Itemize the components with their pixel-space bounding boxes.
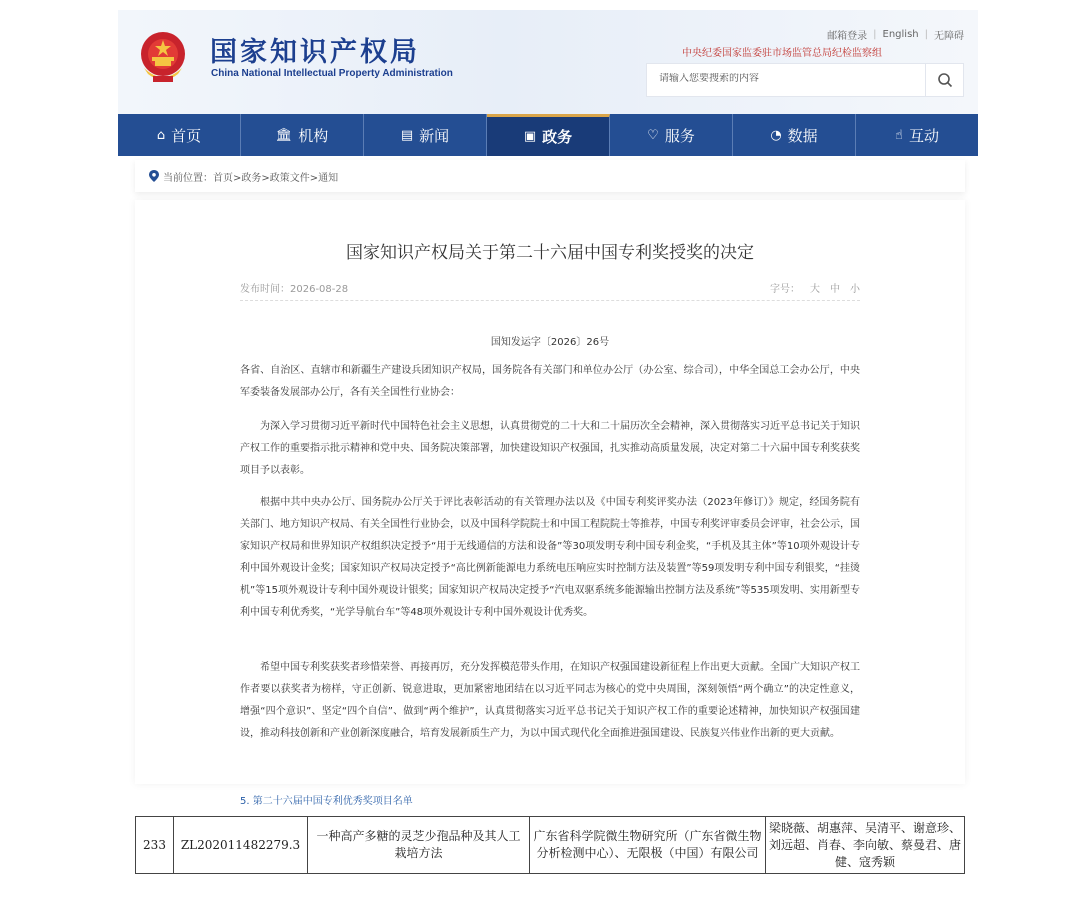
font-size-large-button[interactable]: 大: [810, 284, 820, 295]
article-title: 国家知识产权局关于第二十六届中国专利奖授奖的决定: [346, 243, 754, 263]
heart-hand-icon: ♡: [647, 127, 659, 143]
newspaper-icon: ▤: [400, 127, 414, 143]
nav-item-label: 首页: [171, 126, 202, 145]
table-row: [136, 817, 965, 874]
row-number: 233: [136, 817, 174, 874]
nav-item-data[interactable]: [733, 114, 856, 156]
nav-item-label: 机构: [298, 126, 329, 145]
search-button[interactable]: [925, 64, 963, 96]
inventors: 梁晓薇、胡惠萍、吴清平、谢意珍、刘远超、肖春、李向敏、蔡曼君、唐健、寇秀颖: [766, 817, 965, 874]
nav-item-label: 新闻: [419, 126, 450, 145]
article-paragraph: 希望中国专利奖获奖者珍惜荣誉、再接再厉，充分发挥模范带头作用，在知识产权强国建设新征程上作出更大贡献。全国广大知识产权工作者要以获奖者为榜样，守正创新、锐意进取，更加紧密地团结在以习近平同志为核心的党中央周围，深刻领悟“两个确立”的决定性意义，增强“四个意识”、坚定“四个自信”、做到“两个维护”，认真贯彻落实习近平总书记关于知识产权工作的重要论述精神，加快知识产权强国建设，推动科技创新和产业创新深度融合，培育发展新质生产力，为以中国式现代化全面推进强国建设、民族复兴伟业作出新的更大贡献。: [240, 662, 860, 739]
article-meta: [240, 280, 860, 300]
article-card: [135, 200, 965, 784]
location-pin-icon: [149, 170, 159, 182]
article-paragraph: 为深入学习贯彻习近平新时代中国特色社会主义思想，认真贯彻党的二十大和二十届历次全会精神，深入贯彻落实习近平总书记关于知识产权工作的重要指示批示精神和党中央、国务院决策部署，加快建设知识产权强国，扎实推动高质量发展，决定对第二十六届中国专利奖获奖项目予以表彰。: [240, 421, 860, 476]
nav-item-services[interactable]: [610, 114, 733, 156]
patent-owner: 广东省科学院微生物研究所（广东省微生物分析检测中心）、无限极（中国）有限公司: [530, 817, 766, 874]
building-icon: 🏛: [275, 127, 293, 143]
award-table: [135, 816, 965, 874]
site-logo-english: China National Intellectual Property Administration: [211, 68, 453, 79]
patent-number: ZL202011482279.3: [174, 817, 308, 874]
pie-chart-icon: ◔: [770, 127, 782, 143]
patent-name: 一种高产多糖的灵芝少孢品种及其人工栽培方法: [308, 817, 530, 874]
nav-item-label: 互动: [908, 126, 939, 145]
font-size-small-button[interactable]: 小: [850, 284, 860, 295]
breadcrumb: [135, 160, 965, 192]
main-nav: [118, 114, 978, 156]
nav-item-organization[interactable]: [241, 114, 364, 156]
site-logo-text[interactable]: 国家知识产权局: [210, 37, 420, 68]
article-paragraph: 各省、自治区、直辖市和新疆生产建设兵团知识产权局，国务院各有关部门和单位办公厅（办公室、综合司），中华全国总工会办公厅，中央军委装备发展部办公厅，各有关全国性行业协会：: [240, 365, 860, 398]
nav-item-label: 数据: [787, 126, 818, 145]
national-emblem-icon: [138, 28, 188, 86]
mail-login-link[interactable]: 邮箱登录: [827, 31, 868, 42]
document-number: 国知发运字〔2026〕26号: [490, 337, 610, 348]
search-box: [646, 63, 964, 97]
top-links: [827, 27, 964, 42]
supervision-note-link[interactable]: 中央纪委国家监委驻市场监管总局纪检监察组: [682, 48, 882, 59]
nav-item-interaction[interactable]: [856, 114, 978, 156]
separator: |: [924, 29, 928, 40]
nav-item-label: 政务: [542, 128, 573, 146]
english-link[interactable]: English: [882, 29, 919, 40]
font-size-label: 字号：: [770, 284, 800, 295]
separator: |: [873, 29, 877, 40]
site-header: [118, 10, 978, 114]
font-size-switcher: [770, 280, 860, 295]
hand-pointer-icon: ☝: [895, 127, 903, 143]
document-icon: ▣: [523, 129, 537, 144]
nav-item-news[interactable]: [364, 114, 487, 156]
home-icon: ⌂: [156, 127, 166, 143]
nav-item-government-affairs[interactable]: [487, 114, 610, 156]
article-paragraph: 根据中共中央办公厅、国务院办公厅关于评比表彰活动的有关管理办法以及《中国专利奖评奖办法（2023年修订）》规定，经国务院有关部门、地方知识产权局、有关全国性行业协会，以及中国科学院院士和中国工程院院士等推荐，中国专利奖评审委员会评审，社会公示，国家知识产权局和世界知识产权组织决定授予“用于无线通信的方法和设备”等30项发明专利中国专利金奖，“手机及其主体”等10项外观设计专利中国外观设计金奖；国家知识产权局决定授予“高比例新能源电力系统电压响应实时控制方法及装置”等59项发明专利中国专利银奖，“挂烫机”等15项外观设计专利中国外观设计银奖；国家知识产权局决定授予“汽电双驱系统多能源输出控制方法及系统”等535项发明、实用新型专利中国专利优秀奖，“光学导航台车”等48项外观设计专利中国外观设计优秀奖。: [240, 497, 860, 618]
accessibility-link[interactable]: 无障碍: [934, 31, 964, 42]
search-input[interactable]: [659, 73, 909, 84]
font-size-medium-button[interactable]: 中: [830, 284, 840, 295]
divider: [240, 300, 860, 301]
section-title: 5. 第二十六届中国专利优秀奖项目名单: [240, 796, 413, 807]
nav-item-home[interactable]: [118, 114, 241, 156]
search-icon: [937, 72, 953, 88]
publish-date: 发布时间：2026-08-28: [240, 284, 349, 295]
breadcrumb-text[interactable]: 当前位置：首页>政务>政策文件>通知: [163, 172, 339, 184]
nav-item-label: 服务: [664, 126, 695, 145]
